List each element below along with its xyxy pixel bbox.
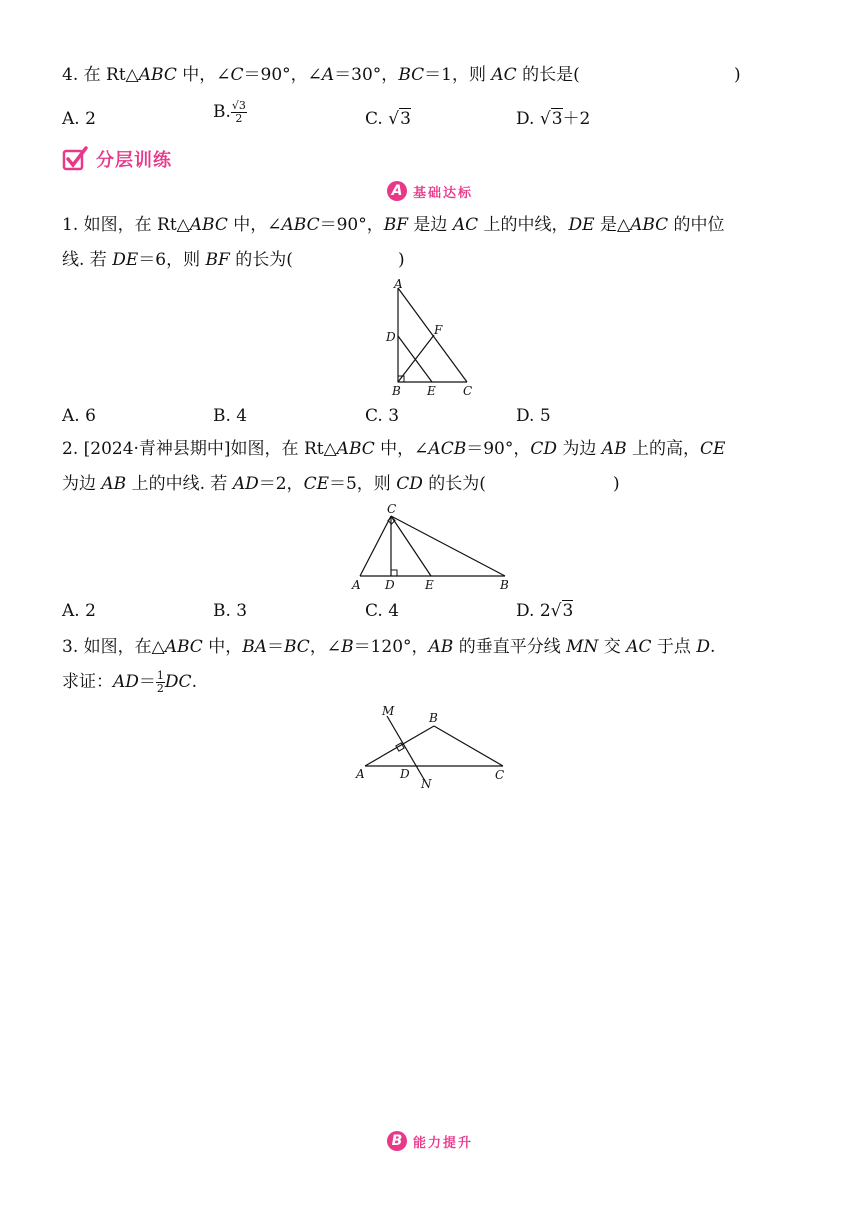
fraction: $\frac{√3}{2}$ bbox=[231, 99, 246, 125]
q4-option-c[interactable]: C. √3 bbox=[365, 109, 411, 129]
q4-answer-close: ) bbox=[734, 65, 741, 85]
label-a: A bbox=[394, 277, 403, 291]
q1-option-c[interactable]: C. 3 bbox=[365, 406, 400, 426]
q2-option-b[interactable]: B. 3 bbox=[213, 601, 248, 621]
label-a: A bbox=[356, 767, 365, 781]
q1-option-b[interactable]: B. 4 bbox=[213, 406, 248, 426]
label-m: M bbox=[382, 704, 395, 718]
segment-ac bbox=[360, 516, 391, 576]
label-e: E bbox=[427, 384, 436, 398]
q3-stem-line2: 求证：AD＝ $\frac{1}{2}$ DC. bbox=[62, 669, 197, 695]
q1-figure bbox=[370, 276, 490, 400]
right-angle-mark-d bbox=[391, 570, 397, 576]
label-f: F bbox=[434, 323, 443, 337]
q1-option-a[interactable]: A. 6 bbox=[62, 406, 96, 426]
segment-bc bbox=[434, 726, 503, 766]
label-b: B bbox=[500, 578, 509, 592]
label-d: D bbox=[386, 330, 396, 344]
q2-option-c[interactable]: C. 4 bbox=[365, 601, 400, 621]
q1-answer-close: ) bbox=[398, 250, 405, 270]
subsection-a-header bbox=[0, 180, 860, 201]
subsection-a-title: 基础达标 bbox=[412, 185, 473, 201]
q1-option-d[interactable]: D. 5 bbox=[516, 406, 551, 426]
q3-stem-line1: 3. 如图，在△ABC 中，BA＝BC，∠B＝120°，AB 的垂直平分线 MN 交 AC 于点 D. bbox=[62, 637, 716, 657]
q4-option-b[interactable]: B. $\frac{√3}{2}$ bbox=[213, 99, 246, 125]
q4-stem: 4. 在 Rt△ABC 中，∠C＝90°，∠A＝30°，BC＝1，则 AC 的长是( bbox=[62, 65, 580, 85]
q3-figure bbox=[350, 702, 520, 792]
q2-option-a[interactable]: A. 2 bbox=[62, 601, 96, 621]
fraction: $\frac{1}{2}$ bbox=[156, 669, 164, 695]
segment-ab bbox=[365, 726, 434, 766]
label-c: C bbox=[463, 384, 473, 398]
label-d: D bbox=[400, 767, 410, 781]
segment-ce bbox=[391, 516, 431, 576]
checkbox-icon bbox=[62, 146, 88, 172]
q4-option-a[interactable]: A. 2 bbox=[62, 109, 96, 129]
label-b: B bbox=[429, 711, 438, 725]
q1-stem-line1: 1. 如图，在 Rt△ABC 中，∠ABC＝90°，BF 是边 AC 上的中线，DE 是△ABC 的中位 bbox=[62, 215, 725, 235]
q2-stem-line1: 2. [2024·青神县期中]如图，在 Rt△ABC 中，∠ACB＝90°，CD 为边 AB 上的高，CE bbox=[62, 439, 726, 459]
label-c: C bbox=[495, 768, 505, 782]
label-c: C bbox=[387, 502, 397, 516]
q2-answer-close: ) bbox=[613, 474, 620, 494]
label-e: E bbox=[425, 578, 434, 592]
label-n: N bbox=[421, 777, 432, 791]
q2-option-d[interactable]: D. 2√3 bbox=[516, 601, 574, 621]
q1-stem-line2: 线. 若 DE＝6，则 BF 的长为( bbox=[62, 250, 293, 270]
letter-a-badge: A bbox=[387, 181, 407, 201]
segment-bf bbox=[398, 335, 434, 382]
q2-stem-line2: 为边 AB 上的中线. 若 AD＝2，CE＝5，则 CD 的长为( bbox=[62, 474, 486, 494]
q4-option-d[interactable]: D. √3＋2 bbox=[516, 109, 591, 129]
q2-figure bbox=[345, 500, 520, 596]
segment-cb bbox=[391, 516, 505, 576]
subsection-b-title: 能力提升 bbox=[412, 1135, 473, 1151]
subsection-b-header bbox=[0, 1130, 860, 1151]
label-b: B bbox=[392, 384, 401, 398]
label-a: A bbox=[352, 578, 361, 592]
label-d: D bbox=[385, 578, 395, 592]
section-header bbox=[62, 146, 172, 172]
section-title: 分层训练 bbox=[96, 150, 172, 171]
letter-b-badge: B bbox=[387, 1131, 407, 1151]
